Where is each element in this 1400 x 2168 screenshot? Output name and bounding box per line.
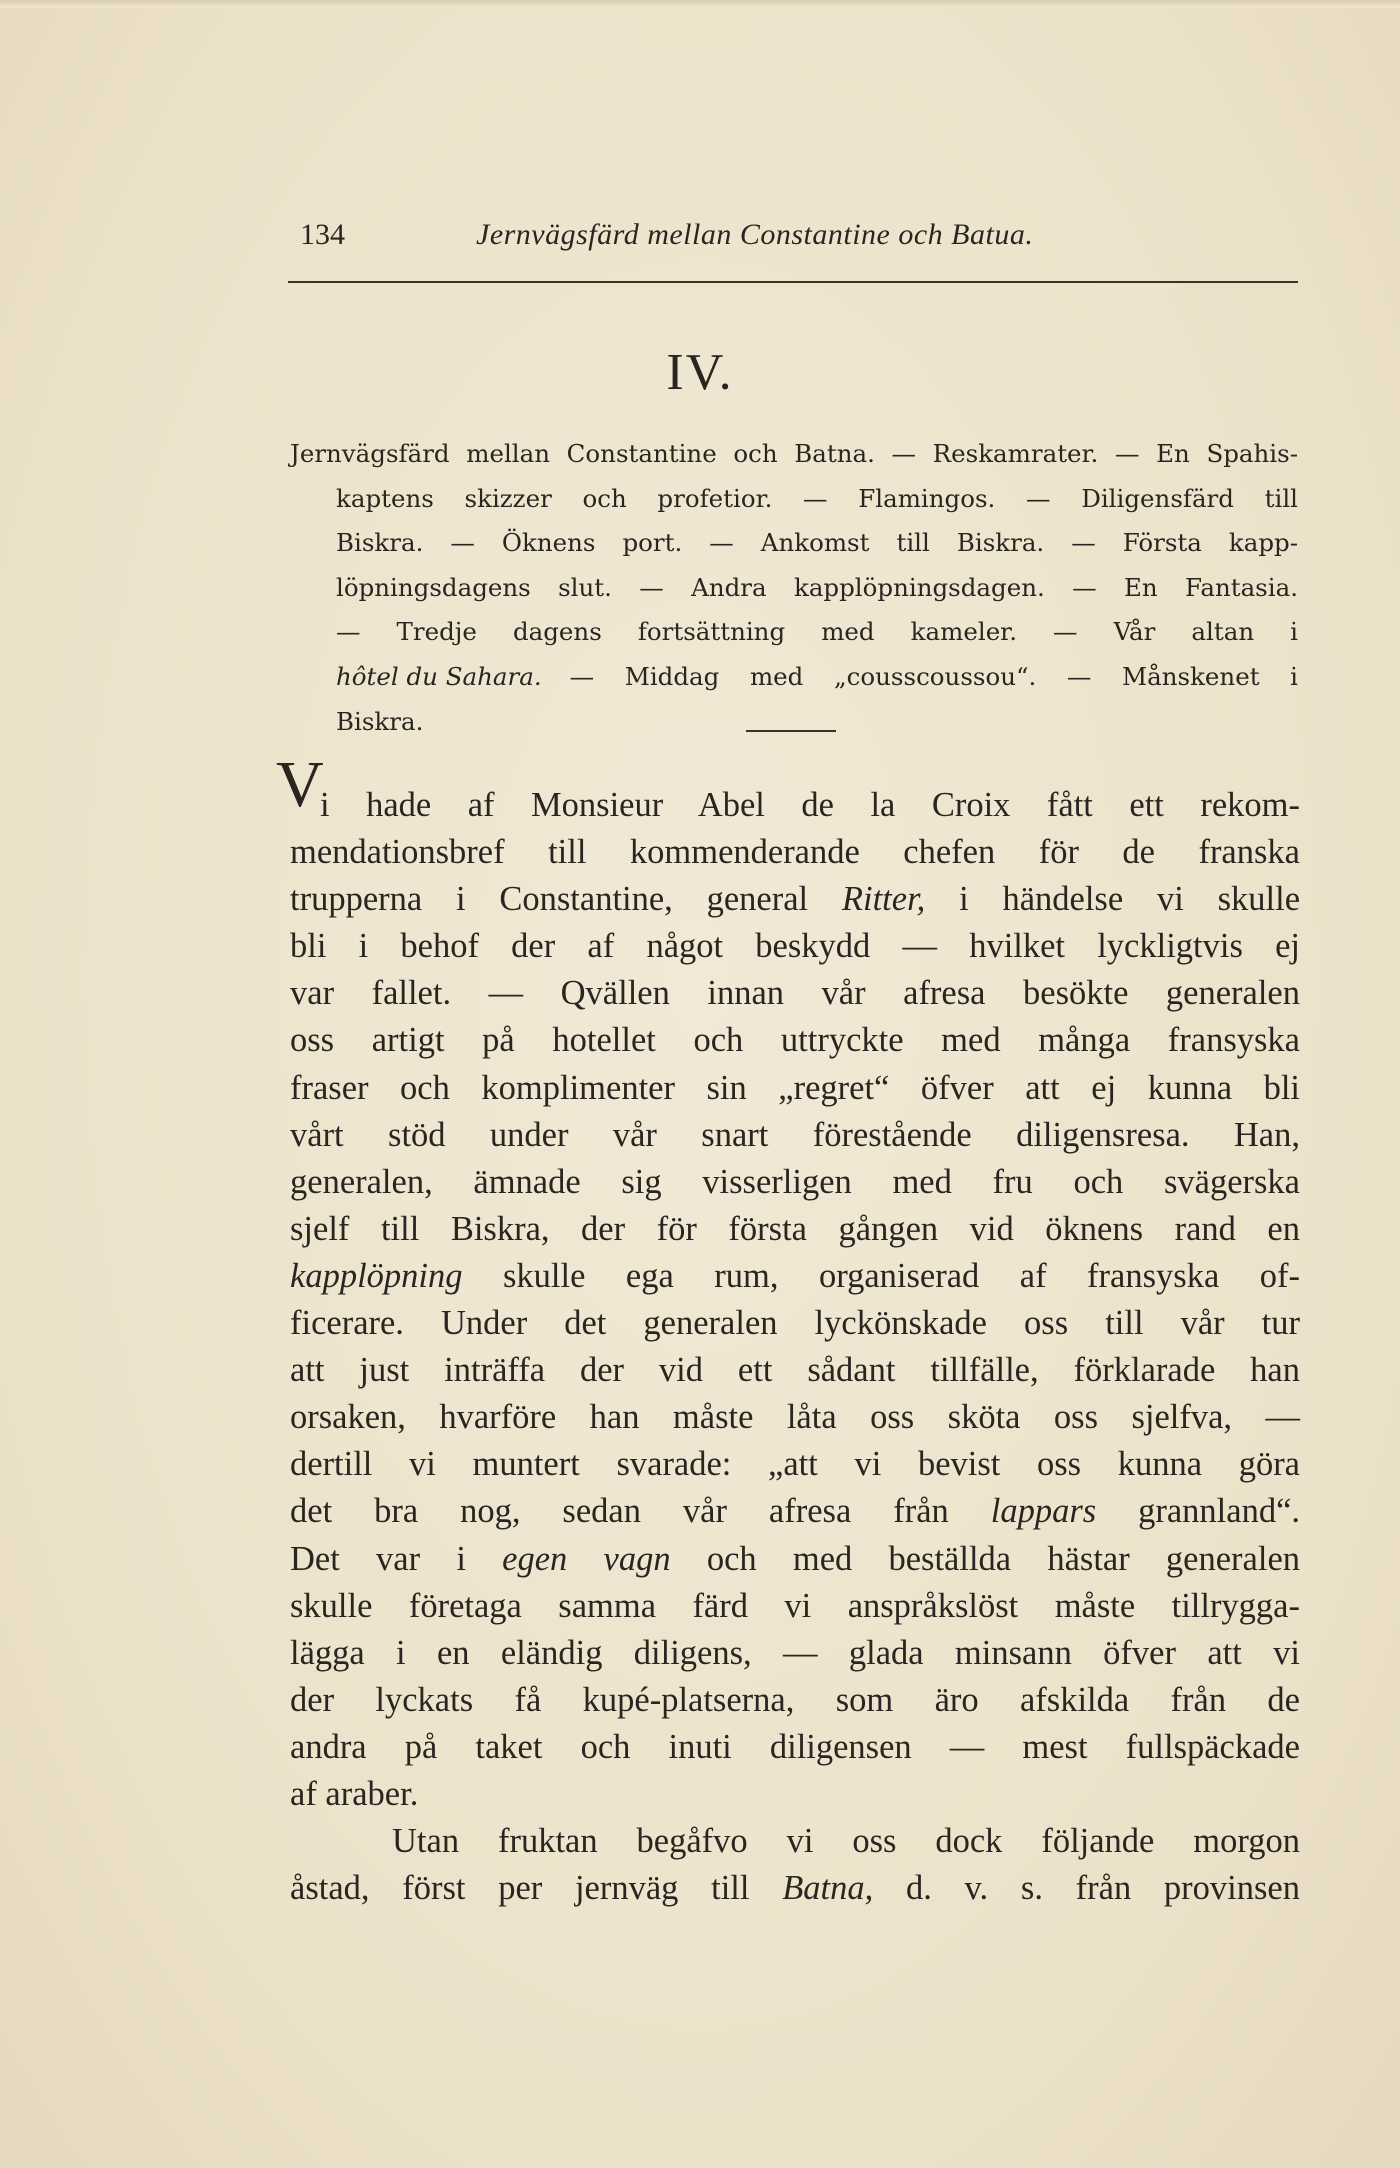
body-line: skulle företaga samma färd vi anspråkslöst måste tillrygga- [290, 1586, 1300, 1625]
body-line: dertill vi muntert svarade: „att vi bevist oss kunna göra [290, 1445, 1300, 1484]
body-line: vårt stöd under vår snart förestående diligensresa. Han, [290, 1115, 1300, 1154]
summary-line: — Tredje dagens fortsättning med kameler. — Vår altan i [336, 617, 1298, 647]
body-line: fraser och komplimenter sin „regret“ öfver att ej kunna bli [290, 1068, 1300, 1107]
summary-italic-hotel: hôtel du Sahara. [336, 661, 542, 691]
body-text-run: åstad, först per jernväg till [290, 1869, 750, 1908]
summary-line: Biskra. [336, 706, 424, 736]
body-line [290, 1488, 1300, 1535]
running-title: Jernvägsfärd mellan Constantine och Batua. [476, 218, 1034, 251]
body-line: af araber. [290, 1774, 419, 1813]
body-italic-batna: Batna, [782, 1869, 874, 1908]
body-text [290, 782, 1300, 1912]
body-italic-lappars: lappars [990, 1492, 1097, 1531]
body-text-run: trupperna i Constantine, general [290, 880, 809, 919]
body-text-run: grannland“. [1138, 1492, 1301, 1531]
page-top-edge [0, 0, 1400, 8]
body-line: oss artigt på hotellet och uttryckte med många fransyska [290, 1021, 1300, 1060]
body-text-run: d. v. s. från provinsen [905, 1869, 1300, 1908]
body-line: i hade af Monsieur Abel de la Croix fått ett rekom- [320, 786, 1300, 824]
body-text-run: i händelse vi skulle [959, 880, 1301, 919]
body-line: sjelf till Biskra, der för första gången vid öknens rand en [290, 1209, 1300, 1248]
chapter-summary [290, 432, 1298, 744]
body-text-run: skulle ega rum, organiserad af fransyska of- [502, 1256, 1300, 1295]
page-header [300, 218, 1300, 262]
body-line: andra på taket och inuti diligensen — mest fullspäckade [290, 1727, 1300, 1766]
drop-cap: V [276, 748, 324, 821]
section-divider [746, 730, 836, 732]
body-line: Utan fruktan begåfvo vi oss dock följande morgon [392, 1822, 1300, 1861]
body-line: orsaken, hvarföre han måste låta oss sköta oss sjelfva, — [290, 1398, 1300, 1437]
page-number: 134 [300, 218, 345, 251]
body-line: mendationsbref till kommenderande chefen för de franska [290, 833, 1300, 872]
body-text-run: det bra nog, sedan vår afresa från [290, 1492, 949, 1531]
body-line [290, 1253, 1300, 1300]
body-line: att just inträffa der vid ett sådant tillfälle, förklarade han [290, 1351, 1300, 1390]
summary-line [336, 655, 1298, 700]
body-line: generalen, ämnade sig visserligen med fru och svägerska [290, 1162, 1300, 1201]
body-italic-egen-vagn: egen vagn [502, 1539, 671, 1578]
summary-line: Jernvägsfärd mellan Constantine och Batna. — Reskamrater. — En Spahis- [290, 439, 1298, 468]
body-line [290, 876, 1300, 923]
body-text-run: Det var i [290, 1539, 466, 1578]
body-line: ficerare. Under det generalen lyckönskade oss till vår tur [290, 1304, 1300, 1343]
header-rule [288, 281, 1298, 283]
body-italic-kapplopning: kapplöpning [290, 1256, 463, 1295]
body-line: bli i behof der af något beskydd — hvilket lyckligtvis ej [290, 927, 1300, 966]
summary-line: kaptens skizzer och profetior. — Flamingos. — Diligensfärd till [336, 483, 1298, 513]
body-text-run: och med beställda hästar generalen [706, 1539, 1301, 1578]
chapter-numeral: IV. [666, 344, 734, 401]
body-line: var fallet. — Qvällen innan vår afresa besökte generalen [290, 974, 1300, 1013]
body-line [290, 1536, 1300, 1583]
summary-line: löpningsdagens slut. — Andra kapplöpningsdagen. — En Fantasia. [336, 572, 1298, 602]
body-line [290, 1865, 1300, 1912]
summary-line: Biskra. — Öknens port. — Ankomst till Biskra. — Första kapp- [336, 528, 1298, 558]
body-line: der lyckats få kupé-platserna, som äro afskilda från de [290, 1680, 1300, 1719]
summary-line-rest: — Middag med „cousscoussou“. — Månskenet i [569, 661, 1298, 691]
body-line: lägga i en eländig diligens, — glada minsann öfver att vi [290, 1633, 1300, 1672]
body-italic-ritter: Ritter, [841, 880, 926, 919]
